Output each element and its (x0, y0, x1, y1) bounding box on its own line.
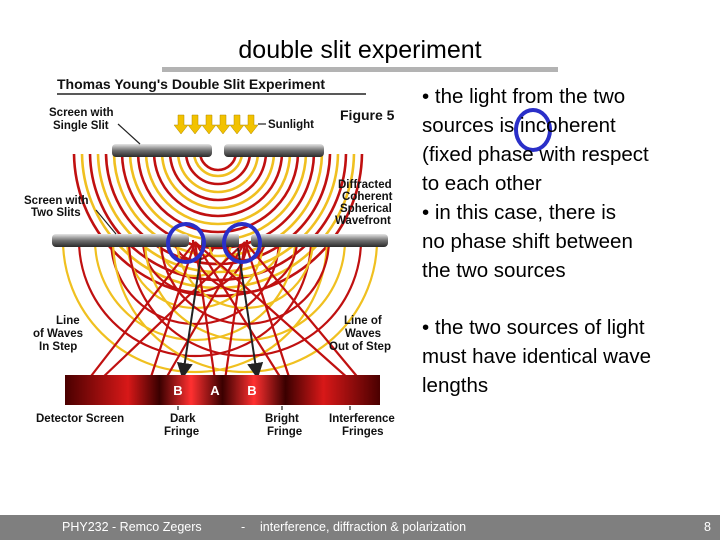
label-wavefront-4: Wavefront (335, 215, 391, 227)
label-screen-two-1: Screen with (24, 195, 89, 207)
bullet-line: • the light from the two (422, 85, 626, 108)
slide-title: double slit experiment (238, 36, 482, 64)
label-dark-fringe-1: Dark (170, 413, 196, 425)
slit-right-circle-marker (222, 222, 262, 264)
label-out-step-1: Line of (344, 315, 382, 327)
bullet-line: the two sources (422, 259, 566, 282)
double-slit-diagram (20, 70, 410, 445)
label-wavefront-1: Diffracted (338, 179, 392, 191)
label-in-step-3: In Step (39, 341, 78, 353)
fringe-letter-a: A (210, 383, 220, 398)
footer-topic: interference, diffraction & polarization (260, 520, 467, 534)
slit-left-circle-marker (166, 222, 206, 264)
label-detector-screen: Detector Screen (36, 413, 125, 425)
slide-footer (0, 515, 720, 540)
bullet-line: lengths (422, 374, 489, 397)
footer-page-number: 8 (704, 520, 711, 534)
bullet-line: sources is incoherent (422, 114, 616, 137)
leader-screen-single (118, 124, 140, 144)
label-dark-fringe-2: Fringe (164, 426, 200, 438)
single-slit-screen-left (112, 144, 212, 157)
label-in-step-1: Line (56, 315, 80, 327)
footer-separator: - (241, 520, 246, 534)
label-out-step-2: Waves (345, 328, 382, 340)
label-interference-1: Interference (329, 413, 395, 425)
double-slit-figure (20, 70, 410, 445)
label-sunlight: Sunlight (268, 119, 314, 131)
single-slit-screen-right (224, 144, 324, 157)
label-figure-number: Figure 5 (340, 107, 395, 123)
label-bright-fringe-2: Fringe (267, 426, 303, 438)
fringe-letter-b-right: B (247, 383, 257, 398)
label-screen-two-2: Two Slits (31, 207, 81, 219)
label-wavefront-2: Coherent (342, 191, 393, 203)
bullet-line: no phase shift between (422, 230, 633, 253)
fringe-letter-b-left: B (173, 383, 183, 398)
bullet-line: to each other (422, 172, 542, 195)
bullet-line: (fixed phase with respect (422, 143, 649, 166)
two-slit-screen-right (251, 234, 388, 247)
interference-rays (88, 242, 360, 380)
footer-author: PHY232 - Remco Zegers (62, 520, 202, 534)
label-in-step-2: of Waves (33, 328, 84, 340)
bullet-spacer (422, 285, 720, 313)
bullet-line: • the two sources of light (422, 316, 645, 339)
label-screen-single-1: Screen with (49, 107, 114, 119)
label-screen-single-2: Single Slit (53, 120, 109, 132)
bullet-line: must have identical wave (422, 345, 652, 368)
label-out-step-3: Out of Step (329, 341, 391, 353)
sunlight-arrows (174, 115, 258, 134)
label-interference-2: Fringes (342, 426, 384, 438)
label-wavefront-3: Spherical (340, 203, 392, 215)
figure-heading: Thomas Young's Double Slit Experiment (57, 76, 326, 92)
bullet-text (422, 82, 720, 400)
detector-screen (65, 375, 380, 405)
label-bright-fringe-1: Bright (265, 413, 299, 425)
bullet-line: • in this case, there is (422, 201, 617, 224)
